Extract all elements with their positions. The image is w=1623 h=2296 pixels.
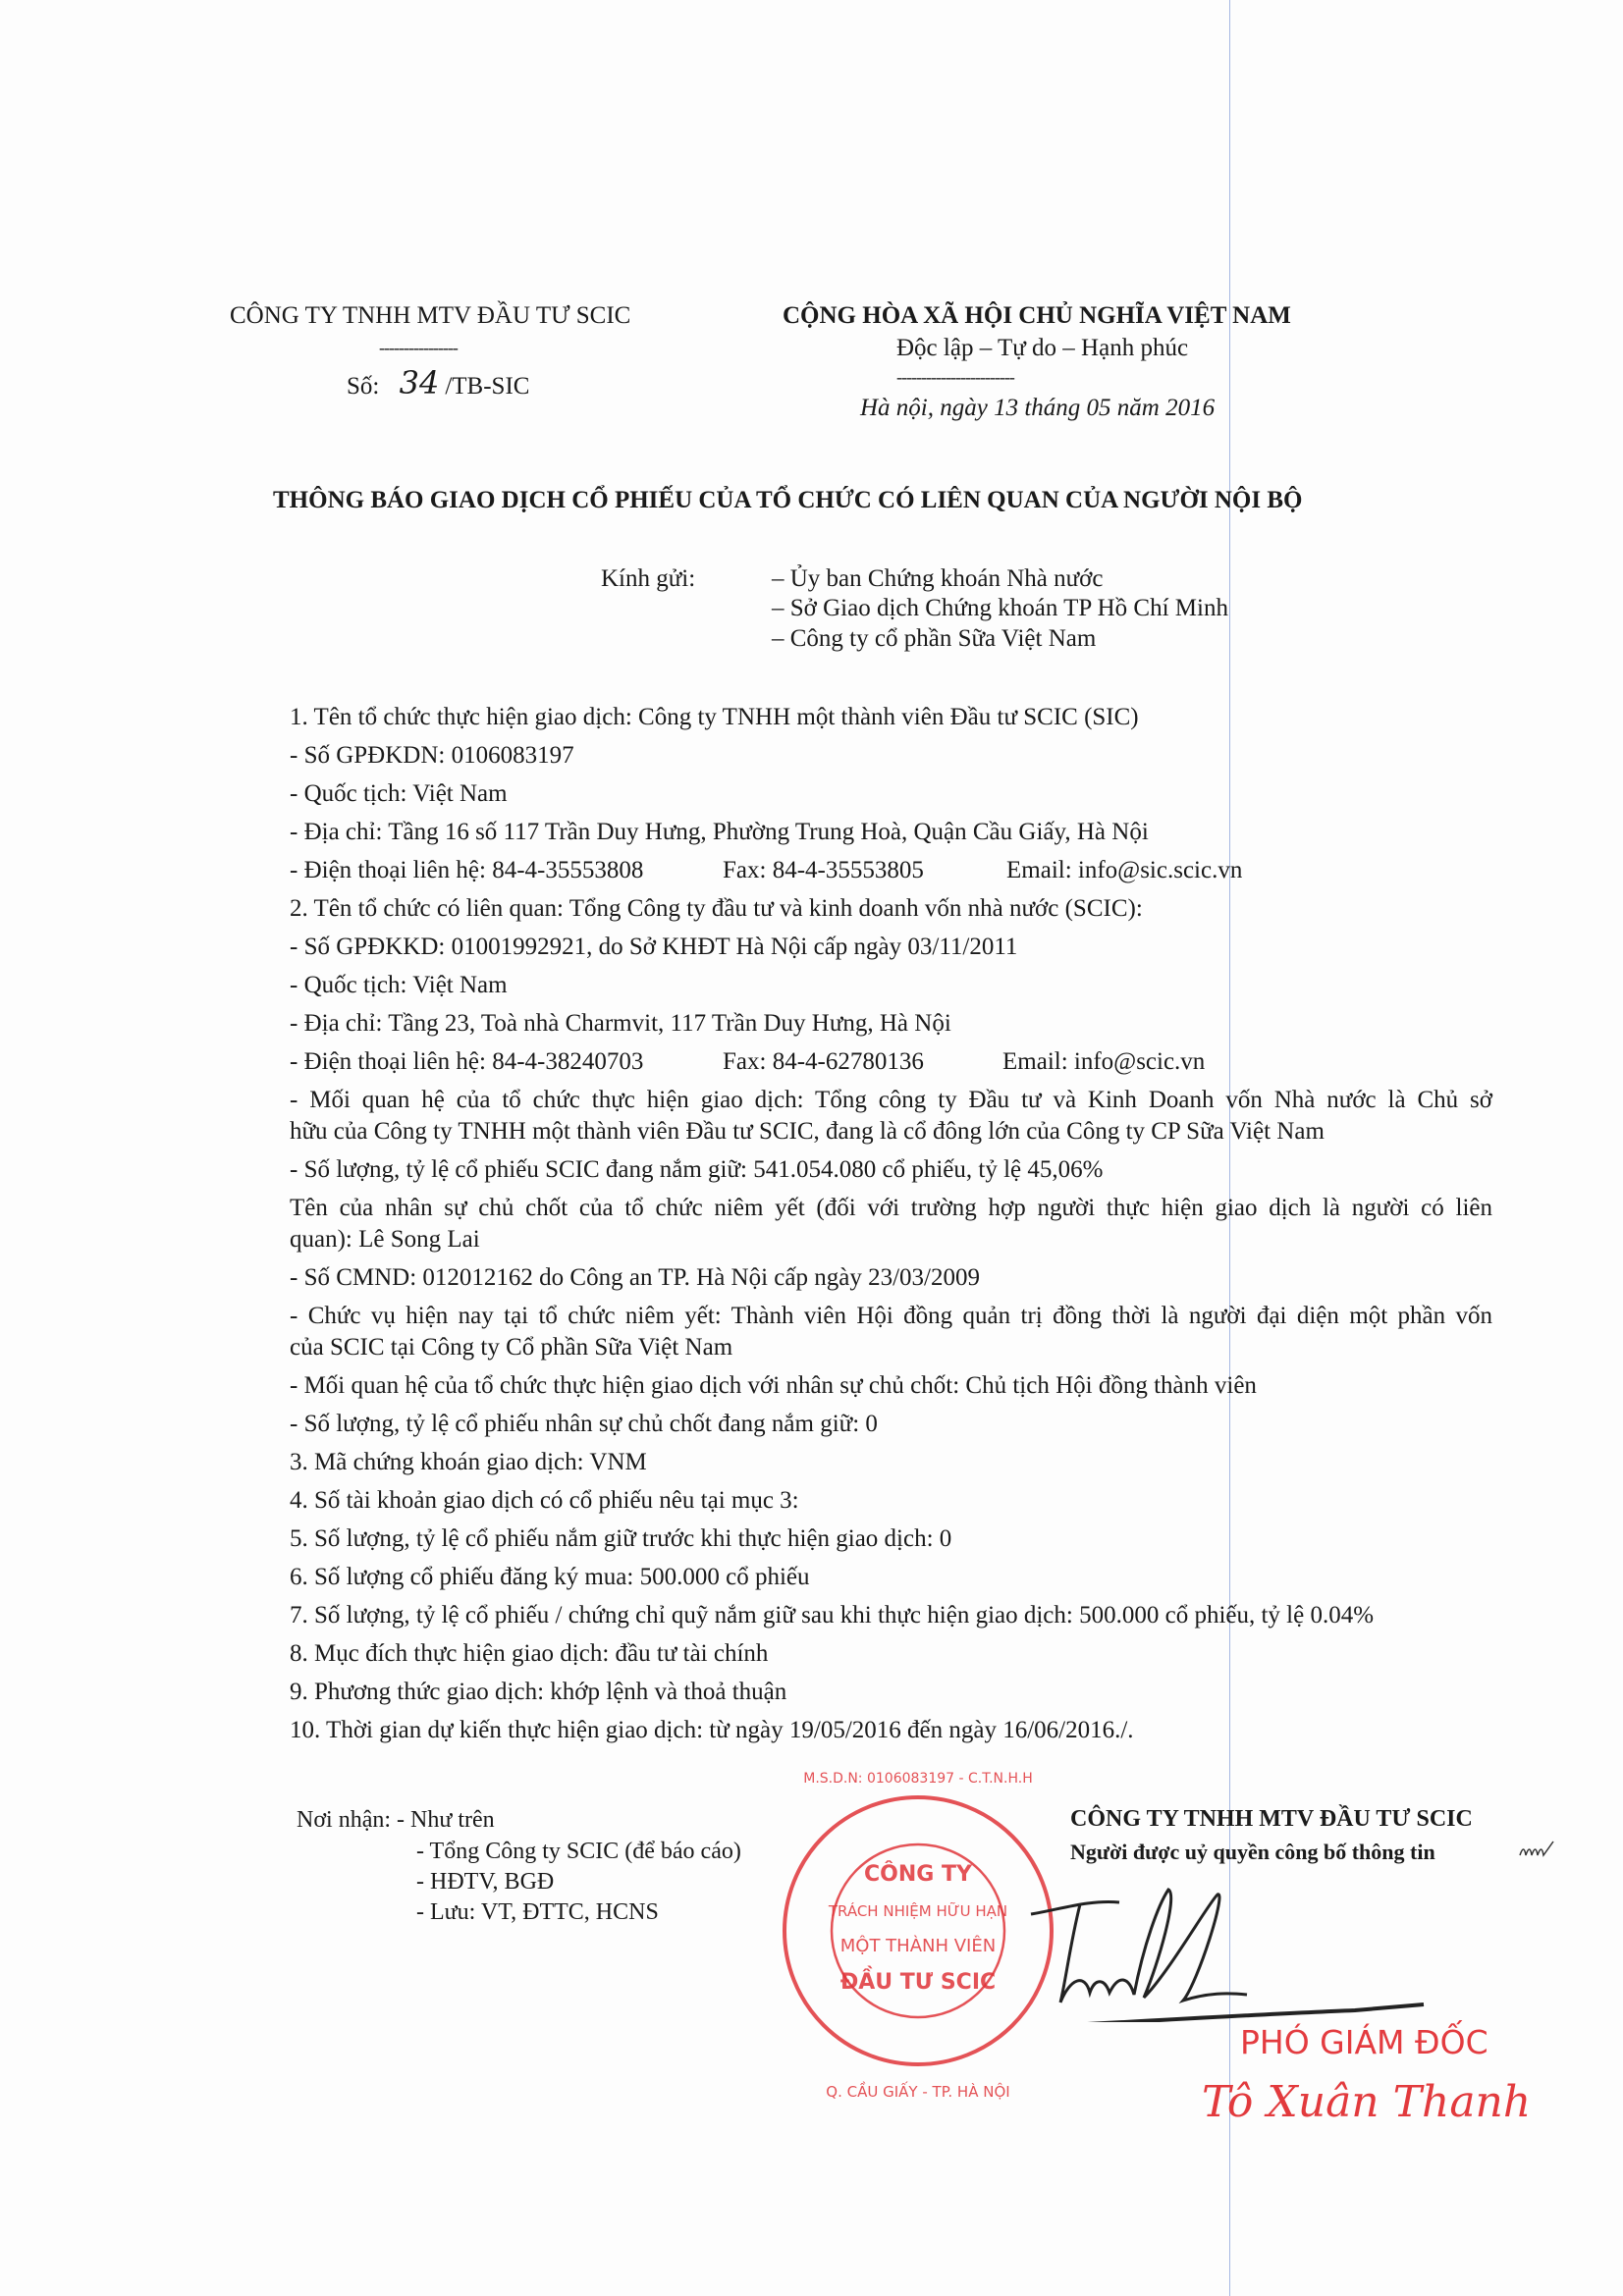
body-line: 1. Tên tổ chức thực hiện giao dịch: Công ty TNHH một thành viên Đầu tư SCIC (SIC) (290, 704, 1139, 730)
stamp-line-2: TRÁCH NHIỆM HỮU HẠN (828, 1902, 1008, 1920)
document-body (290, 702, 1492, 1746)
motto: Độc lập – Tự do – Hạnh phúc (896, 335, 1189, 361)
fax: Fax: 84-4-62780136 (723, 1048, 924, 1075)
initials-squiggle (1517, 1836, 1566, 1865)
body-line: 5. Số lượng, tỷ lệ cổ phiếu nắm giữ trước khi thực hiện giao dịch: 0 (290, 1525, 952, 1552)
document-number (347, 364, 529, 401)
body-line: - Chức vụ hiện nay tại tổ chức niêm yết: Thành viên Hội đồng quản trị đồng thời là người đại diện một phần vốn (290, 1303, 1492, 1329)
body-line: - Số lượng, tỷ lệ cổ phiếu SCIC đang nắm giữ: 541.054.080 cổ phiếu, tỷ lệ 45,06% (290, 1156, 1104, 1183)
recipient-item: – Sở Giao dịch Chứng khoán TP Hồ Chí Minh (772, 595, 1228, 621)
document-date: Hà nội, ngày 13 tháng 05 năm 2016 (860, 395, 1216, 421)
contact-line (290, 855, 1492, 886)
body-line: - Quốc tịch: Việt Nam (290, 780, 508, 807)
number-label: Số: (347, 373, 380, 400)
document-title: THÔNG BÁO GIAO DỊCH CỔ PHIẾU CỦA TỔ CHỨC CÓ LIÊN QUAN CỦA NGƯỜI NỘI BỘ (273, 487, 1303, 513)
body-line-continued: hữu của Công ty TNHH một thành viên Đầu tư SCIC, đang là cổ đông lớn của Công ty CP Sữa Việt Nam (290, 1118, 1325, 1145)
body-line: 9. Phương thức giao dịch: khớp lệnh và thoả thuận (290, 1679, 787, 1705)
body-line: - Số GPĐKKD: 01001992921, do Sở KHĐT Hà Nội cấp ngày 03/11/2011 (290, 934, 1018, 960)
recipient-item: – Ủy ban Chứng khoán Nhà nước (772, 565, 1104, 592)
body-line-continued: của SCIC tại Công ty Cổ phần Sữa Việt Nam (290, 1334, 733, 1361)
handwritten-signature (1011, 1885, 1483, 2022)
distribution-label (297, 1807, 495, 1834)
distribution-item: - Như trên (397, 1807, 495, 1833)
body-line: Tên của nhân sự chủ chốt của tổ chức niêm yết (đối với trường hợp người thực hiện giao dịch là người có liên (290, 1195, 1492, 1221)
body-line: - Mối quan hệ của tổ chức thực hiện giao dịch: Tổng công ty Đầu tư và Kinh Doanh vốn Nhà nước là Chủ sở (290, 1087, 1492, 1113)
stamp-line-3: MỘT THÀNH VIÊN (839, 1936, 997, 1956)
recipients-label: Kính gửi: (601, 565, 696, 592)
signer-title: PHÓ GIÁM ĐỐC (1240, 2023, 1488, 2061)
stamp-line-1: CÔNG TY (864, 1862, 972, 1887)
distribution-item: - Lưu: VT, ĐTTC, HCNS (416, 1899, 659, 1925)
signature-company: CÔNG TY TNHH MTV ĐẦU TƯ SCIC (1070, 1806, 1473, 1832)
body-line-continued: quan): Lê Song Lai (290, 1226, 480, 1253)
body-line: - Số lượng, tỷ lệ cổ phiếu nhân sự chủ chốt đang nắm giữ: 0 (290, 1411, 878, 1437)
contact-line (290, 1046, 1492, 1078)
body-line: 10. Thời gian dự kiến thực hiện giao dịch: từ ngày 19/05/2016 đến ngày 16/06/2016./. (290, 1717, 1134, 1743)
body-line: - Địa chỉ: Tầng 16 số 117 Trần Duy Hưng, Phường Trung Hoà, Quận Cầu Giấy, Hà Nội (290, 819, 1149, 845)
stamp-line-4: ĐẦU TƯ SCIC (839, 1970, 997, 1995)
email: Email: info@sic.scic.vn (1006, 857, 1243, 883)
body-line: 7. Số lượng, tỷ lệ cổ phiếu / chứng chỉ quỹ nắm giữ sau khi thực hiện giao dịch: 500.000 cổ phiếu, tỷ lệ 0.04% (290, 1602, 1375, 1629)
signer-name: Tô Xuân Thanh (1202, 2077, 1532, 2127)
fax: Fax: 84-4-35553805 (723, 857, 924, 883)
header-right-separator: ------------------------ (896, 367, 1014, 387)
header-left-separator: ---------------- (379, 338, 458, 357)
body-line: - Địa chỉ: Tầng 23, Toà nhà Charmvit, 117 Trần Duy Hưng, Hà Nội (290, 1010, 951, 1037)
body-line: - Số CMND: 012012162 do Công an TP. Hà Nội cấp ngày 23/03/2009 (290, 1264, 980, 1291)
body-line: - Mối quan hệ của tổ chức thực hiện giao dịch với nhân sự chủ chốt: Chủ tịch Hội đồng thành viên (290, 1372, 1257, 1399)
body-line: 2. Tên tổ chức có liên quan: Tổng Công ty đầu tư và kinh doanh vốn nhà nước (SCIC): (290, 895, 1143, 922)
body-line: 6. Số lượng cổ phiếu đăng ký mua: 500.000 cổ phiếu (290, 1564, 810, 1590)
number-suffix: /TB-SIC (445, 373, 530, 400)
body-line: 8. Mục đích thực hiện giao dịch: đầu tư tài chính (290, 1640, 769, 1667)
phone: - Điện thoại liên hệ: 84-4-35553808 (290, 857, 644, 883)
recipient-item: – Công ty cổ phần Sữa Việt Nam (772, 625, 1097, 652)
stamp-ring-top: M.S.D.N: 0106083197 - C.T.N.H.H (803, 1771, 1033, 1787)
email: Email: info@scic.vn (1002, 1048, 1206, 1075)
distribution-item: - Tổng Công ty SCIC (để báo cáo) (416, 1839, 741, 1864)
issuer-company: CÔNG TY TNHH MTV ĐẦU TƯ SCIC (230, 302, 631, 329)
stamp-ring-bottom: Q. CẦU GIẤY - TP. HÀ NỘI (826, 2083, 1010, 2101)
body-line: 3. Mã chứng khoán giao dịch: VNM (290, 1449, 647, 1475)
phone: - Điện thoại liên hệ: 84-4-38240703 (290, 1048, 644, 1075)
handwritten-number: 34 (399, 364, 440, 401)
distribution-item: - HĐTV, BGĐ (416, 1869, 555, 1895)
body-line: - Quốc tịch: Việt Nam (290, 972, 508, 998)
nation-heading: CỘNG HÒA XÃ HỘI CHỦ NGHĨA VIỆT NAM (783, 302, 1291, 329)
distribution-label-text: Nơi nhận: (297, 1807, 392, 1833)
body-line: 4. Số tài khoản giao dịch có cổ phiếu nêu tại mục 3: (290, 1487, 799, 1514)
body-line: - Số GPĐKDN: 0106083197 (290, 742, 574, 769)
signature-role: Người được uỷ quyền công bố thông tin (1070, 1840, 1435, 1864)
